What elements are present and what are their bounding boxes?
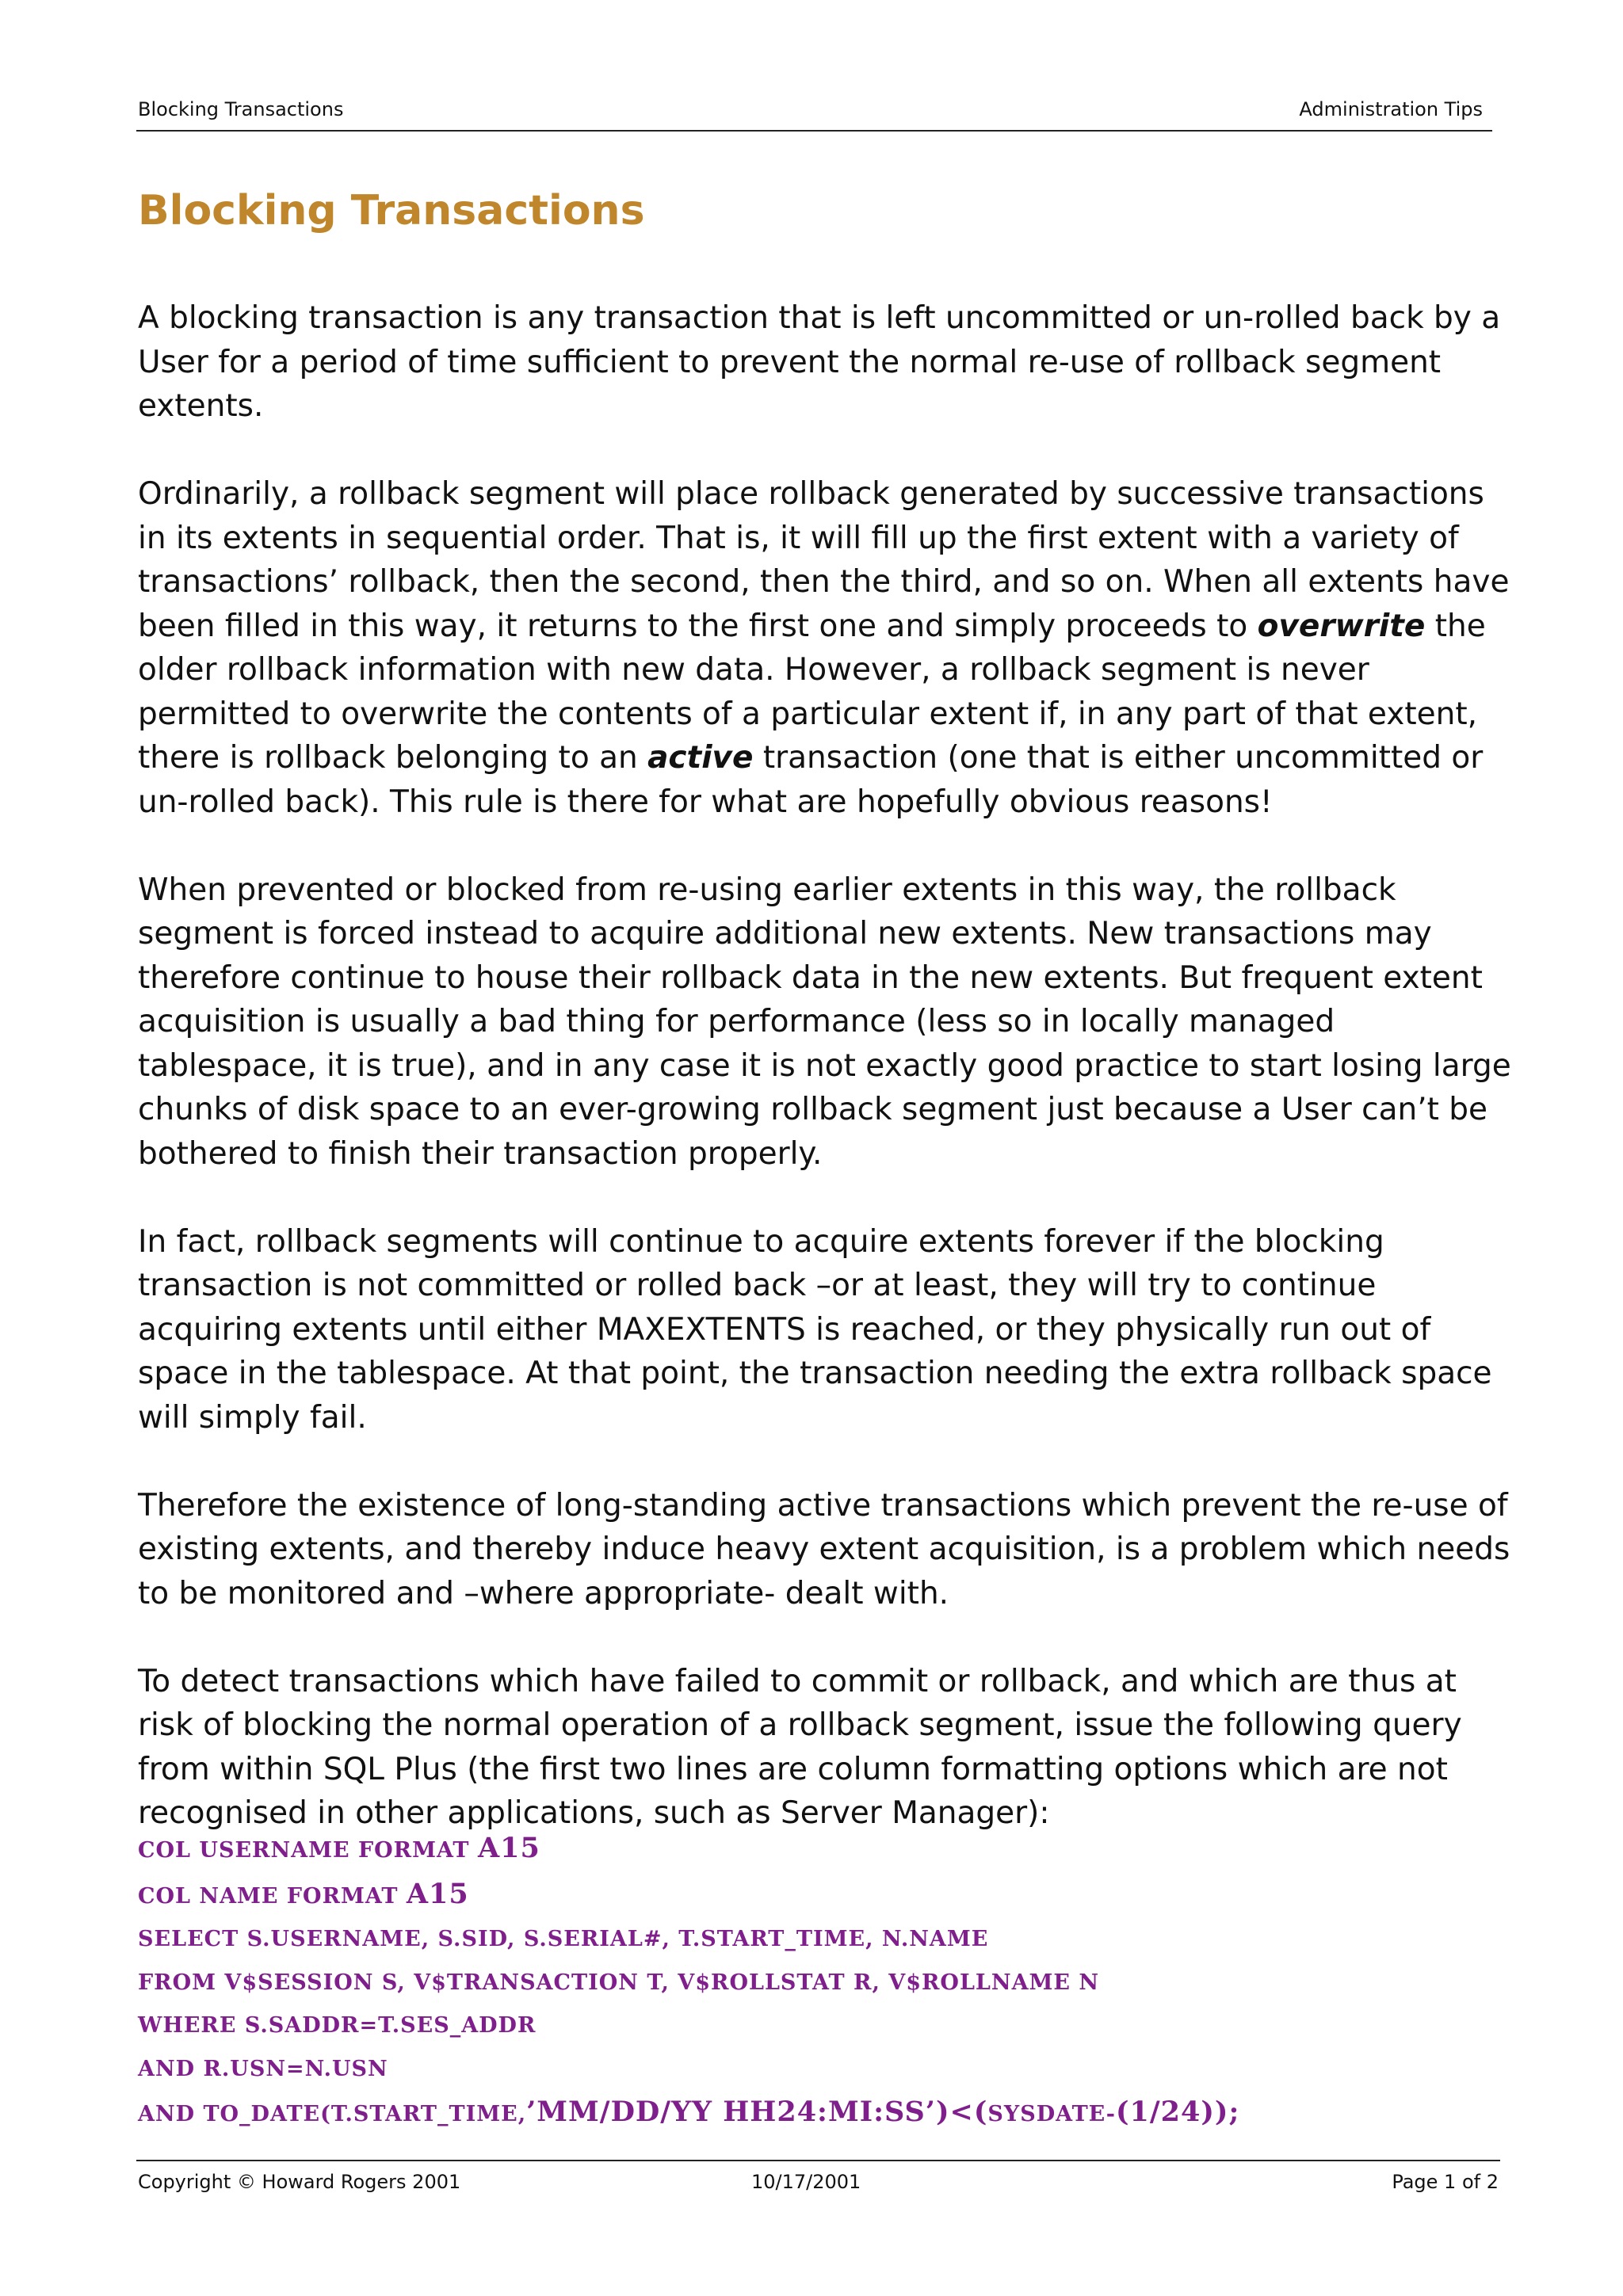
- footer-copyright: Copyright © Howard Rogers 2001: [138, 2171, 461, 2193]
- code-line: COL USERNAME FORMAT A15: [138, 1832, 540, 1864]
- footer-date: 10/17/2001: [751, 2171, 861, 2193]
- paragraph-6: To detect transactions which have failed to commit or rollback, and which are thus at risk of blocking the normal operation of a rollback segment, issue the following query from within SQL Plus (the first two lines are column formatting options which are not recognised in other applications, such as Server Manager):: [138, 1663, 1462, 1831]
- running-footer: [136, 2160, 1500, 2209]
- code-line: SELECT S.USERNAME, S.SID, S.SERIAL#, T.START_TIME, N.NAME: [138, 1927, 989, 1951]
- header-left-text: Blocking Transactions: [138, 98, 344, 120]
- running-header: [136, 95, 1492, 132]
- code-line: AND TO_DATE(T.START_TIME,’MM/DD/YY HH24:MI:SS’)<(SYSDATE-(1/24));: [138, 2096, 1240, 2128]
- footer-page-number: Page 1 of 2: [1392, 2171, 1499, 2193]
- emphasis-active: active: [647, 740, 754, 776]
- paragraph-5: Therefore the existence of long-standing active transactions which prevent the re-use of existing extents, and thereby induce heavy extent acquisition, is a problem which needs to be monitored and –where appropriate- dealt with.: [138, 1487, 1510, 1611]
- code-line: AND R.USN=N.USN: [138, 2056, 388, 2081]
- header-right-text: Administration Tips: [1299, 98, 1483, 120]
- paragraph-1: A blocking transaction is any transaction that is left uncommitted or un-rolled back by a User for a period of time sufficient to prevent the normal re-use of rollback segment extents.: [138, 300, 1501, 424]
- page-title: Blocking Transactions: [138, 187, 645, 235]
- paragraph-2: Ordinarily, a rollback segment will place rollback generated by successive transactions in its extents in sequential order. That is, it will fill up the first extent with a variety of transactions’ rollback, then the second, then the third, and so on. When all extents have been filled in this way, it returns to the first one and simply proceeds to overwrite the older rollback information with new data. However, a rollback segment is never permitted to overwrite the contents of a particular extent if, in any part of that extent, there is rollback belonging to an active transaction (one that is either uncommitted or un-rolled back). This rule is there for what are hopefully obvious reasons!: [138, 476, 1510, 820]
- code-line: COL NAME FORMAT A15: [138, 1877, 469, 1910]
- code-line: FROM V$SESSION S, V$TRANSACTION T, V$ROLLSTAT R, V$ROLLNAME N: [138, 1970, 1100, 1995]
- paragraph-4: In fact, rollback segments will continue to acquire extents forever if the blocking transaction is not committed or rolled back –or at least, they will try to continue acquiring extents until either MAXEXTENTS is reached, or they physically run out of space in the tablespace. At that point, the transaction needing the extra rollback space will simply fail.: [138, 1223, 1492, 1436]
- emphasis-overwrite: overwrite: [1257, 608, 1426, 644]
- body-text: [138, 296, 1517, 1879]
- code-line: WHERE S.SADDR=T.SES_ADDR: [138, 2013, 537, 2038]
- paragraph-3: When prevented or blocked from re-using earlier extents in this way, the rollback segment is forced instead to acquire additional new extents. New transactions may therefore continue to house their rollback data in the new extents. But frequent extent acquisition is usually a bad thing for performance (less so in locally managed tablespace, it is true), and in any case it is not exactly good practice to start losing large chunks of disk space to an ever-growing rollback segment just because a User can’t be bothered to finish their transaction properly.: [138, 871, 1511, 1172]
- sql-code-block: [138, 1827, 1239, 2137]
